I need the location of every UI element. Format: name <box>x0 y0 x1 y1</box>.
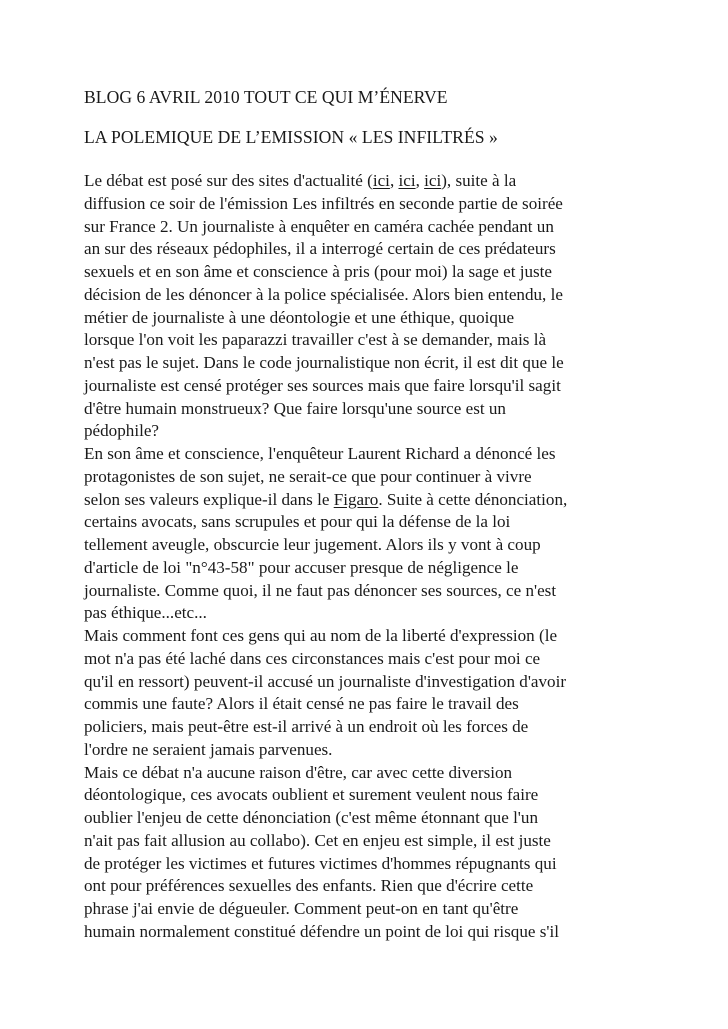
text-line <box>84 170 646 193</box>
text-segment: pédophile? <box>84 421 159 441</box>
text-segment: d'être humain monstrueux? Que faire lorsqu'une source est un <box>84 398 506 418</box>
text-segment: ), suite à la <box>441 171 517 190</box>
text-segment: humain normalement constitué défendre un point de loi qui risque s'il <box>84 921 559 941</box>
text-line <box>84 352 646 375</box>
text-line <box>84 466 646 489</box>
text-segment: phrase j'ai envie de dégueuler. Comment peut-on en tant qu'être <box>84 899 519 918</box>
text-line <box>84 807 646 830</box>
text-segment: décision de les dénoncer à la police spécialisée. Alors bien entendu, le <box>84 284 563 304</box>
text-line <box>84 511 646 534</box>
text-segment: mot n'a pas été laché dans ces circonstances mais c'est pour moi ce <box>84 648 541 668</box>
text-line <box>84 784 646 807</box>
text-line <box>84 830 646 853</box>
text-segment: oublier l'enjeu de cette dénonciation (c'est même étonnant que l'un <box>84 808 538 827</box>
text-line <box>84 557 646 580</box>
text-segment: diffusion ce soir de l'émission Les infiltrés en seconde partie de soirée <box>84 193 563 213</box>
text-line <box>84 625 646 648</box>
text-line <box>84 921 646 944</box>
source-link[interactable]: ici <box>424 171 442 190</box>
document-page <box>84 86 646 944</box>
text-line <box>84 329 646 352</box>
text-line <box>84 216 646 239</box>
source-link[interactable]: ici <box>372 171 390 190</box>
text-segment: sur France 2. Un journaliste à enquêter en caméra cachée pendant un <box>84 216 554 236</box>
text-line <box>84 193 646 216</box>
text-segment: commis une faute? Alors il était censé ne pas faire le travail des <box>84 694 519 714</box>
text-line <box>84 898 646 921</box>
text-segment: n'ait pas fait allusion au collabo). Cet en enjeu est simple, il est juste <box>84 830 551 850</box>
text-segment: journaliste. Comme quoi, il ne faut pas dénoncer ses sources, ce n'est <box>84 580 557 600</box>
text-line <box>84 398 646 421</box>
text-segment: protagonistes de son sujet, ne serait-ce que pour continuer à vivre <box>84 466 532 486</box>
text-line <box>84 693 646 716</box>
text-segment: tellement aveugle, obscurcie leur jugement. Alors ils y vont à coup <box>84 535 541 554</box>
text-segment: métier de journaliste à une déontologie et une éthique, quoique <box>84 307 515 327</box>
text-line <box>84 420 646 443</box>
text-segment: de protéger les victimes et futures victimes d'hommes répugnants qui <box>84 853 557 873</box>
text-line <box>84 307 646 330</box>
text-segment: lorsque l'on voit les paparazzi travailler c'est à se demander, mais là <box>84 330 547 350</box>
article-body <box>84 170 646 944</box>
text-segment: policiers, mais peut-être est-il arrivé à un endroit où les forces de <box>84 717 529 736</box>
text-line <box>84 602 646 625</box>
text-segment: sexuels et en son âme et conscience à pris (pour moi) la sage et juste <box>84 262 553 281</box>
text-segment: , <box>389 171 399 190</box>
text-line <box>84 489 646 512</box>
text-segment: Mais ce débat n'a aucune raison d'être, car avec cette diversion <box>84 762 513 782</box>
text-segment: . Suite à cette dénonciation, <box>378 489 568 509</box>
text-segment: n'est pas le sujet. Dans le code journalistique non écrit, il est dit que le <box>84 353 564 372</box>
text-line <box>84 762 646 785</box>
text-line <box>84 853 646 876</box>
text-line <box>84 534 646 557</box>
text-segment: l'ordre ne seraient jamais parvenues. <box>84 739 333 759</box>
source-link[interactable]: Figaro <box>333 489 379 509</box>
text-line <box>84 739 646 762</box>
text-line <box>84 261 646 284</box>
text-segment: Mais comment font ces gens qui au nom de la liberté d'expression (le <box>84 626 558 645</box>
text-segment: En son âme et conscience, l'enquêteur Laurent Richard a dénoncé les <box>84 444 556 463</box>
text-segment: selon ses valeurs explique-il dans le <box>84 489 334 509</box>
text-segment: d'article de loi "n°43-58" pour accuser presque de négligence le <box>84 557 519 577</box>
text-segment: ont pour préférences sexuelles des enfants. Rien que d'écrire cette <box>84 876 534 896</box>
text-line <box>84 580 646 603</box>
text-segment: déontologique, ces avocats oublient et surement veulent nous faire <box>84 785 539 805</box>
article-title: LA POLEMIQUE DE L’EMISSION « LES INFILTRÉS » <box>84 127 498 147</box>
text-segment: qu'il en ressort) peuvent-il accusé un journaliste d'investigation d'avoir <box>84 671 567 691</box>
text-line <box>84 648 646 671</box>
source-link[interactable]: ici <box>398 171 416 190</box>
text-segment: Le débat est posé sur des sites d'actualité ( <box>84 171 373 190</box>
text-line <box>84 375 646 398</box>
text-segment: pas éthique...etc... <box>84 603 207 623</box>
text-line <box>84 716 646 739</box>
text-segment: certains avocats, sans scrupules et pour qui la défense de la loi <box>84 512 511 532</box>
text-line <box>84 284 646 307</box>
text-segment: journaliste est censé protéger ses sources mais que faire lorsqu'il sagit <box>84 375 561 395</box>
text-line <box>84 875 646 898</box>
text-line <box>84 443 646 466</box>
text-segment: , <box>415 171 425 190</box>
text-line <box>84 238 646 261</box>
blog-title: BLOG 6 AVRIL 2010 TOUT CE QUI M’ÉNERVE <box>84 87 448 107</box>
text-line <box>84 671 646 694</box>
text-segment: an sur des réseaux pédophiles, il a interrogé certain de ces prédateurs <box>84 239 556 259</box>
